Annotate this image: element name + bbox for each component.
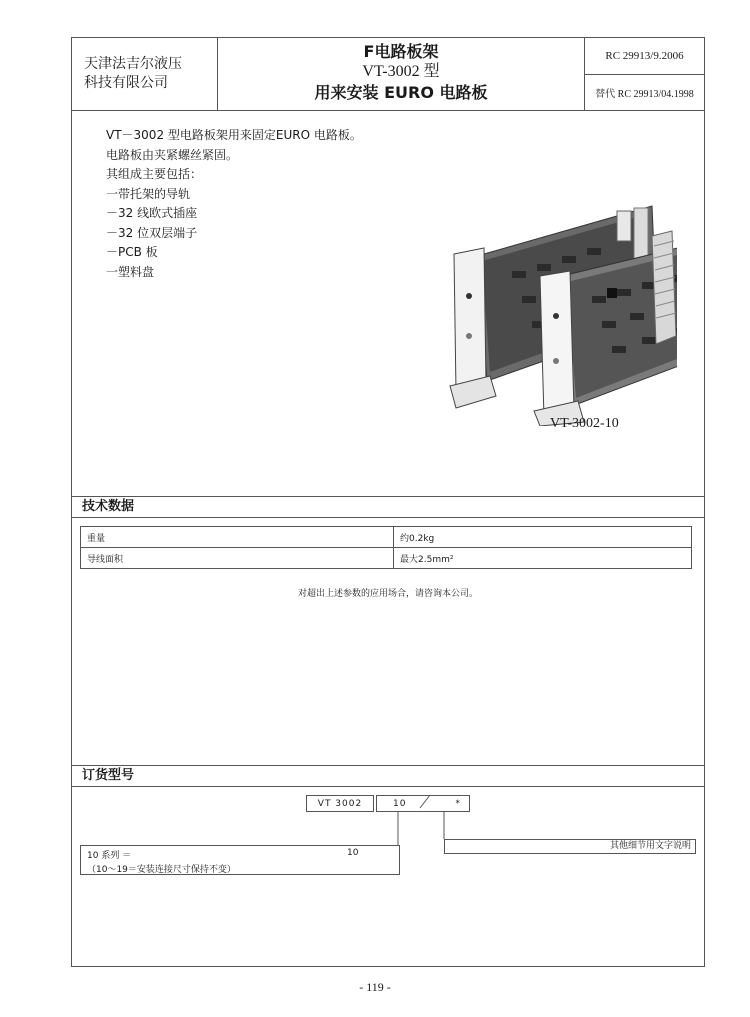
title-line-2: VT-3002 型 [362,63,440,80]
product-photo [372,196,677,426]
intro-line: 其组成主要包括： [106,167,203,181]
company-line-2: 科技有限公司 [84,75,168,91]
doc-number: RC 29913/9.2006 [585,38,704,75]
intro-line: 电路板由夹紧螺丝紧固。 [106,147,239,162]
tech-data-heading: 技术数据 [72,496,704,518]
title-line-3: 用来安装 EURO 电路板 [314,83,488,102]
intro-line: －32 位双层端子 [106,225,198,240]
intro-line: －32 线欧式插座 [106,206,198,220]
page-number: - 119 - [359,980,391,994]
intro-line: －PCB 板 [106,245,158,259]
series-value: 10 [347,848,359,858]
spec-label: 导线面积 [81,548,394,569]
intro-text [106,126,362,282]
series-description [80,845,400,875]
further-details-box: 其他细节用文字说明 [444,839,696,854]
order-code-base: VT 3002 [306,795,374,812]
order-code-series: 10 [393,798,407,809]
spec-value: 约0.2kg [394,527,692,548]
order-code-options [376,795,470,812]
table-row [81,527,692,548]
document-title [218,38,585,110]
document-header [72,38,704,111]
series-label: 10 系列 ＝ [87,851,132,861]
photo-caption: VT-3002-10 [550,416,619,431]
company-line-1: 天津法吉尔液压 [84,56,182,72]
intro-line: VT－3002 型电路板架用来固定EURO 电路板。 [106,128,362,142]
replaces-doc-number: 替代 RC 29913/04.1998 [595,88,694,100]
tech-note: 对超出上述参数的应用场合，请咨询本公司。 [297,589,478,599]
order-code-heading: 订货型号 [72,765,704,787]
order-code-star: * [455,798,461,809]
tech-data-table [80,526,692,569]
series-note: （10～19＝安装连接尺寸保持不变） [87,865,236,875]
intro-line: 一带托架的导轨 [106,186,191,201]
title-line-1: F电路板架 [363,42,439,61]
intro-line: 一塑料盘 [106,264,155,279]
table-row [81,548,692,569]
company-name [72,38,218,110]
spec-value: 最大2.5mm² [394,548,692,569]
page-frame [71,37,705,967]
spec-label: 重量 [81,527,394,548]
